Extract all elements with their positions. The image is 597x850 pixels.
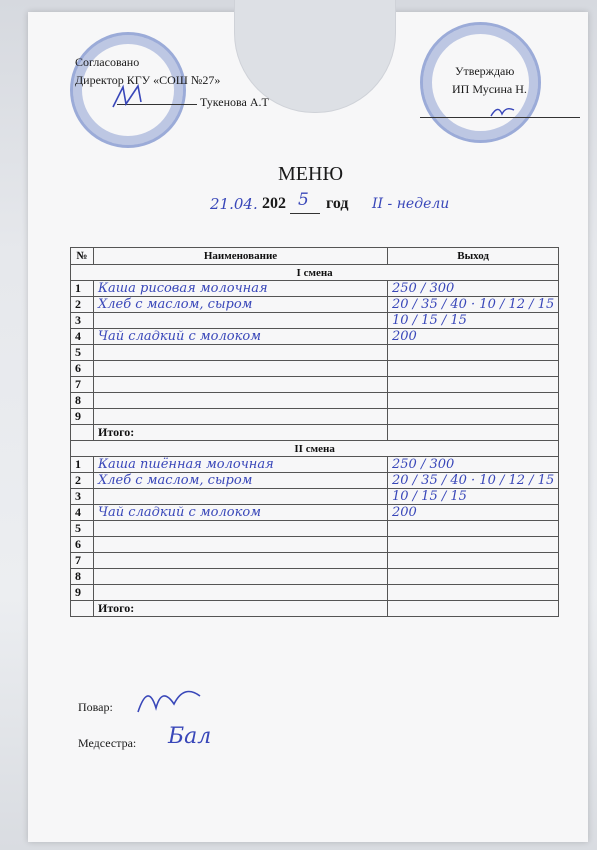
portion-output-cell (388, 361, 559, 377)
table-row (71, 409, 559, 425)
date-year-underline (290, 213, 320, 214)
row-number-cell (71, 377, 94, 393)
dish-name-cell (94, 377, 388, 393)
shift-label: II смена (71, 441, 559, 457)
row-number: 5 (75, 345, 81, 359)
director-name: Тукенова А.Т (200, 95, 269, 109)
nurse-signature: Бал (168, 724, 212, 749)
row-number: 5 (75, 521, 81, 535)
dish-name-cell (94, 553, 388, 569)
portion-output-cell (388, 537, 559, 553)
director-line: Директор КГУ «СОШ №27» (75, 73, 221, 87)
row-number-cell (71, 409, 94, 425)
portion-output-cell (388, 473, 559, 489)
total-row (71, 425, 559, 441)
dish-name: Чай сладкий с молоком (98, 329, 261, 344)
table-row (71, 585, 559, 601)
table-row (71, 361, 559, 377)
row-number-cell (71, 521, 94, 537)
dish-name: Каша пшённая молочная (98, 457, 274, 472)
dish-name-cell (94, 313, 388, 329)
row-number: 8 (75, 393, 81, 407)
date-year-prefix: 202 (262, 195, 286, 212)
row-number-cell (71, 313, 94, 329)
table-header-row (71, 248, 559, 265)
table-row (71, 313, 559, 329)
table-row (71, 521, 559, 537)
dish-name-cell (94, 345, 388, 361)
col-out-header: Выход (388, 248, 559, 265)
row-number: 3 (75, 313, 81, 327)
total-num-cell (71, 601, 94, 617)
row-number: 9 (75, 409, 81, 423)
nurse-label: Медсестра: (78, 736, 137, 750)
row-number-cell (71, 361, 94, 377)
portion-output: 200 (392, 329, 417, 344)
row-number-cell (71, 537, 94, 553)
table-row (71, 537, 559, 553)
agreed-label: Согласовано (75, 55, 140, 69)
portion-output: 10 / 15 / 15 (392, 313, 467, 328)
portion-output-cell (388, 569, 559, 585)
row-number: 1 (75, 457, 81, 471)
dish-name: Хлеб с маслом, сыром (98, 473, 253, 488)
dish-name-cell (94, 585, 388, 601)
portion-output-cell (388, 505, 559, 521)
portion-output-cell (388, 489, 559, 505)
portion-output-cell (388, 377, 559, 393)
portion-output-cell (388, 553, 559, 569)
date-line (210, 190, 510, 219)
portion-output-cell (388, 457, 559, 473)
table-row (71, 489, 559, 505)
row-number-cell (71, 489, 94, 505)
table-row (71, 569, 559, 585)
total-label: Итого: (94, 425, 388, 441)
portion-output: 250 / 300 (392, 457, 455, 472)
table-row (71, 457, 559, 473)
row-number-cell (71, 457, 94, 473)
dish-name-cell (94, 505, 388, 521)
date-year-suffix: 5 (298, 190, 309, 210)
row-number-cell (71, 569, 94, 585)
dish-name-cell (94, 569, 388, 585)
row-number-cell (71, 505, 94, 521)
portion-output: 20 / 35 / 40 · 10 / 12 / 15 (392, 473, 555, 488)
dish-name: Хлеб с маслом, сыром (98, 297, 253, 312)
row-number: 2 (75, 473, 81, 487)
portion-output: 20 / 35 / 40 · 10 / 12 / 15 (392, 297, 555, 312)
table-row (71, 553, 559, 569)
row-number: 7 (75, 553, 81, 567)
dish-name-cell (94, 489, 388, 505)
total-label: Итого: (94, 601, 388, 617)
dish-name: Чай сладкий с молоком (98, 505, 261, 520)
approve-signature (488, 102, 518, 120)
table-row (71, 297, 559, 313)
date-day: 21.04. (210, 195, 258, 213)
row-number-cell (71, 329, 94, 345)
row-number-cell (71, 297, 94, 313)
row-number: 9 (75, 585, 81, 599)
shift-row (71, 265, 559, 281)
dish-name-cell (94, 393, 388, 409)
table-row (71, 281, 559, 297)
portion-output-cell (388, 409, 559, 425)
total-value-cell (388, 601, 559, 617)
table-row (71, 505, 559, 521)
table-row (71, 329, 559, 345)
portion-output-cell (388, 585, 559, 601)
dish-name-cell (94, 473, 388, 489)
row-number-cell (71, 393, 94, 409)
portion-output-cell (388, 329, 559, 345)
dish-name-cell (94, 329, 388, 345)
total-row (71, 601, 559, 617)
portion-output: 250 / 300 (392, 281, 455, 296)
dish-name-cell (94, 297, 388, 313)
portion-output-cell (388, 393, 559, 409)
date-week: II - недели (372, 196, 450, 212)
shift-label: I смена (71, 265, 559, 281)
total-value-cell (388, 425, 559, 441)
approve-name: ИП Мусина Н. (452, 82, 527, 96)
total-num-cell (71, 425, 94, 441)
table-row (71, 393, 559, 409)
table-row (71, 473, 559, 489)
row-number: 4 (75, 329, 81, 343)
portion-output-cell (388, 297, 559, 313)
dish-name-cell (94, 537, 388, 553)
portion-output-cell (388, 281, 559, 297)
row-number: 1 (75, 281, 81, 295)
date-year-word: год (326, 195, 349, 212)
row-number: 6 (75, 361, 81, 375)
row-number-cell (71, 553, 94, 569)
approve-label: Утверждаю (455, 64, 515, 78)
director-signature (108, 82, 148, 112)
portion-output: 200 (392, 505, 417, 520)
table-row (71, 345, 559, 361)
row-number-cell (71, 585, 94, 601)
cook-signature (130, 678, 210, 718)
row-number-cell (71, 473, 94, 489)
row-number: 4 (75, 505, 81, 519)
row-number: 3 (75, 489, 81, 503)
dish-name-cell (94, 521, 388, 537)
dish-name-cell (94, 457, 388, 473)
row-number: 6 (75, 537, 81, 551)
shift-row (71, 441, 559, 457)
col-name-header: Наименование (94, 248, 388, 265)
dish-name-cell (94, 281, 388, 297)
row-number-cell (71, 345, 94, 361)
row-number: 2 (75, 297, 81, 311)
dish-name-cell (94, 409, 388, 425)
cook-label: Повар: (78, 700, 113, 714)
row-number: 8 (75, 569, 81, 583)
dish-name: Каша рисовая молочная (98, 281, 268, 296)
portion-output-cell (388, 313, 559, 329)
col-num-header: № (71, 248, 94, 265)
row-number: 7 (75, 377, 81, 391)
table-row (71, 377, 559, 393)
row-number-cell (71, 281, 94, 297)
dish-name-cell (94, 361, 388, 377)
page-title: МЕНЮ (278, 163, 343, 185)
portion-output: 10 / 15 / 15 (392, 489, 467, 504)
menu-table (70, 247, 559, 617)
portion-output-cell (388, 521, 559, 537)
portion-output-cell (388, 345, 559, 361)
